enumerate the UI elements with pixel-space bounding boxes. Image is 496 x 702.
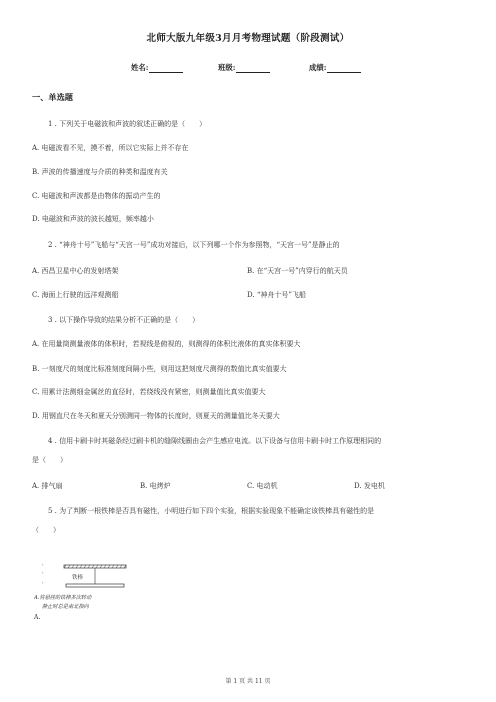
ceiling-hatch <box>64 565 126 568</box>
question-1-option-a: A. 电磁波看不见，摸不着，所以它实际上并不存在 <box>32 144 189 152</box>
figure-caption-line-2: 静止时总是南北指向 <box>42 604 89 610</box>
name-field <box>131 62 183 73</box>
question-2-option-d: D. “神舟十号”飞船 <box>247 291 306 299</box>
question-1-option-d: D. 电磁波和声波的波长越短，频率越小 <box>32 215 154 223</box>
score-field <box>309 62 361 73</box>
question-5-stem-line-1: 5 . 为了判断一根铁棒是否具有磁性，小明进行如下四个实验，根据实验现象不能确定该铁棒具有磁性的是 <box>48 507 375 515</box>
section-heading: 一、单选题 <box>32 92 73 102</box>
class-field <box>218 62 270 73</box>
score-label: 成绩: <box>309 63 327 72</box>
question-5-stem-line-2: （ ） <box>32 526 60 534</box>
question-2-option-b: B. 在“天宫一号”内穿行的航天员 <box>247 267 348 275</box>
iron-rod-diagram <box>34 561 144 621</box>
page-footer: 第 1 页 共 11 页 <box>225 678 271 685</box>
name-label: 姓名: <box>131 63 149 72</box>
question-1-option-b: B. 声波的传播速度与介质的种类和温度有关 <box>32 168 168 176</box>
class-label: 班级: <box>218 63 236 72</box>
question-1-stem: 1 . 下列关于电磁波和声波的叙述正确的是（ ） <box>48 120 207 128</box>
question-3-option-d: D. 用钢直尺在冬天和夏天分别测同一物体的长度时，则夏天的测量值比冬天要大 <box>32 412 280 420</box>
question-5-option-a: A. <box>34 614 41 621</box>
question-3-option-b: B. 一刻度尺的刻度比标准刻度间隔小些，则用这把刻度尺测得的数值比真实值要大 <box>32 365 287 373</box>
mark-1: , <box>42 561 44 567</box>
page-title: 北师大版九年级3月月考物理试题（阶段测试） <box>146 33 350 44</box>
question-3-option-c: C. 用累计法测细金属丝的直径时，若绕线没有紧密，则测量值比真实值要大 <box>32 388 266 396</box>
question-4-option-a: A. 排气扇 <box>32 482 63 490</box>
question-4-option-b: B. 电烤炉 <box>140 482 171 490</box>
score-blank <box>327 65 361 73</box>
iron-rod <box>66 584 124 587</box>
question-5-figure <box>34 561 144 621</box>
question-3-option-a: A. 在用量筒测量液体的体积时，若视线是俯视的，则测得的体积比液体的真实体积要大 <box>32 340 301 348</box>
iron-rod-label: 铁棒 <box>72 575 84 581</box>
mark-3: , <box>42 579 44 585</box>
question-2-stem: 2 . “神舟十号”飞船与“天宫一号”成功对接后，以下列哪一个作为参照物，“天宫一号”是静止的 <box>48 241 340 249</box>
figure-caption-line-1: A.将悬挂的铁棒多次转动 <box>34 595 92 601</box>
question-2-option-c: C. 海面上行驶的远洋观测船 <box>32 291 119 299</box>
question-1-option-c: C. 电磁波和声波都是由物体的振动产生的 <box>32 192 161 200</box>
question-4-option-d: D. 发电机 <box>354 482 385 490</box>
class-blank <box>236 65 270 73</box>
question-4-option-c: C. 电动机 <box>247 482 278 490</box>
mark-2: , <box>42 569 44 575</box>
question-2-option-a: A. 西昌卫星中心的发射塔架 <box>32 267 119 275</box>
question-4-stem-line-1: 4 . 信用卡刷卡时其磁条经过刷卡机的缝隙线圈由会产生感应电流。以下设备与信用卡刷卡时工作原理相同的 <box>48 437 382 445</box>
name-blank <box>149 65 183 73</box>
question-3-stem: 3 . 以下操作导致的结果分析不正确的是（ ） <box>48 316 200 324</box>
question-4-stem-line-2: 是（ ） <box>32 456 67 464</box>
